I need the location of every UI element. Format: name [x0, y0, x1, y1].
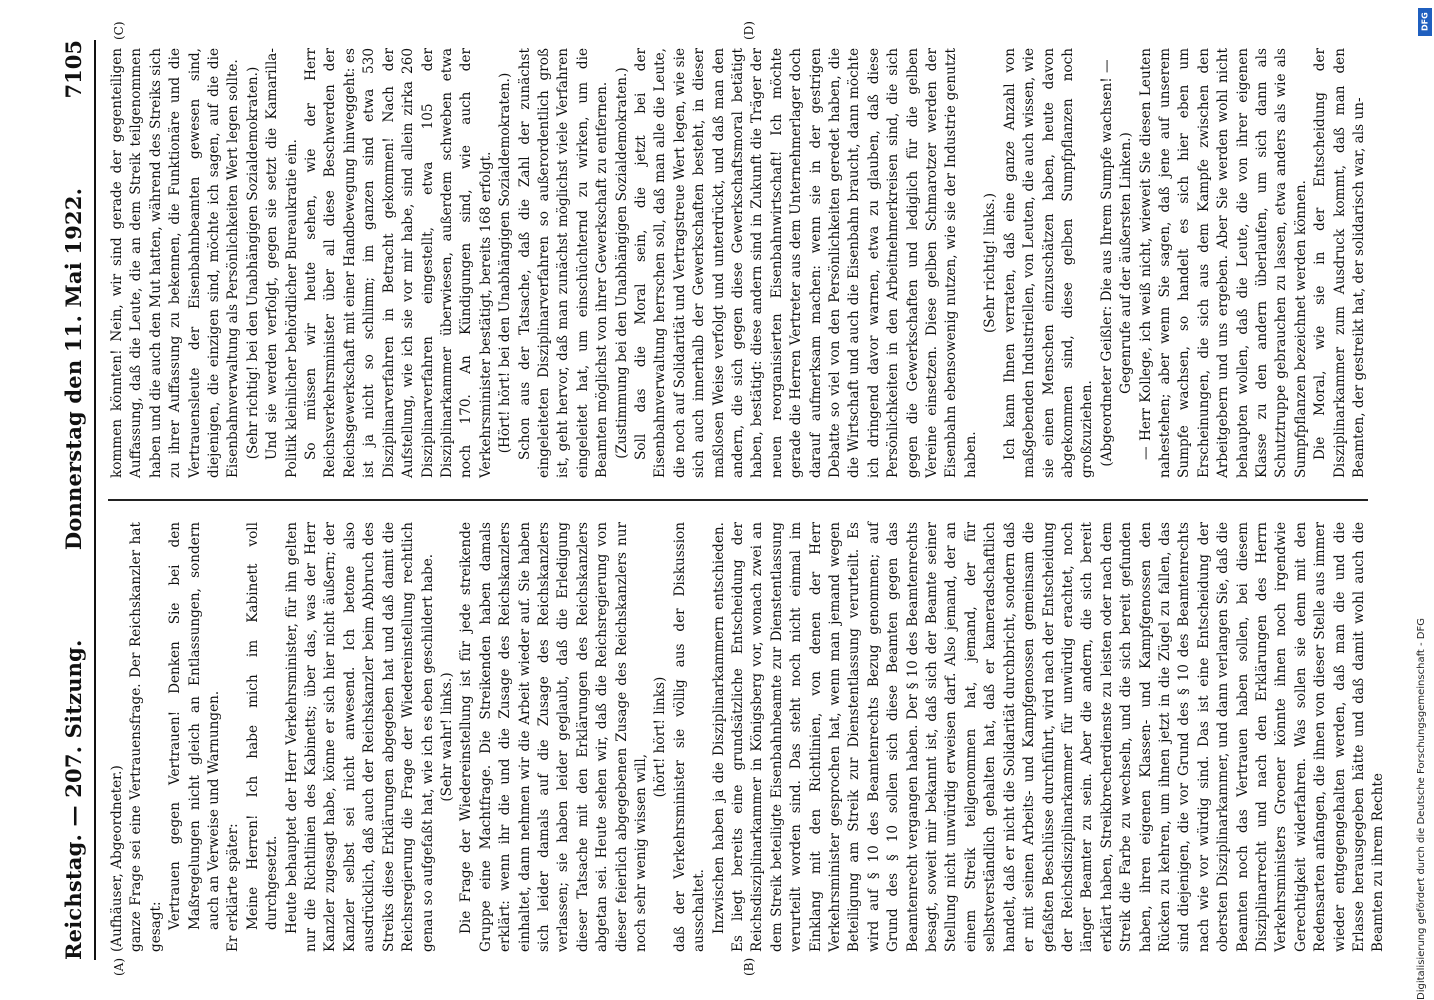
margin-marker-c: (C) — [112, 21, 126, 40]
interjection: (Hört! hört! bei den Unabhängigen Sozialdemokraten.) — [497, 72, 514, 454]
interjection: (Zustimmung bei den Unabhängigen Sozialdemokraten.) — [613, 67, 630, 459]
paragraph: Ich kann Ihnen verraten, daß eine ganze Anzahl von maßgebenden Industriellen, von Leuten, die auch wissen, wie sie einen Menschen einzuschätzen haben, heute davon abgekommen sind, diese gelben Sumpfpflanzen noch großzuziehen. — [1001, 48, 1096, 478]
paragraph: Und sie werden verfolgt, gegen sie setzt die Kamarilla-Politik kleinlicher behördlicher Bureaukratie ein. — [264, 48, 300, 478]
paragraph: So müssen wir heute sehen, wie der Herr Reichsverkehrsminister über all diese Beschwerden der Reichsgewerkschaft mit einer Handbewegung hinweggeht: es ist ja nicht so schlimm; im ganzen sind etwa 530 Disziplinarverfahren in Betracht gekommen! Nach der Aufstellung, wie ich sie vor mir habe, sind allein zirka 260 Disziplinarverfahren eingestellt, etwa 105 der Disziplinarkammer überwiesen, außerdem schweben etwa noch 170. An Kündigungen sind, wie auch der Verkehrsminister bestätigt, bereits 168 erfolgt. — [303, 48, 494, 478]
speaker-tag: (Aufhäuser, Abgeordneter.) — [109, 765, 125, 952]
page-number: 7105 — [61, 40, 86, 99]
page-header — [42, 40, 86, 960]
margin-marker-d: (D) — [742, 21, 756, 40]
header-rule — [94, 40, 96, 960]
left-column — [108, 522, 1387, 952]
paragraph: Die Frage der Wiedereinstellung ist für jede streikende Gruppe eine Machtfrage. Die Streikenden haben damals erklärt: wenn ihr die und die Zusage des Reichskanzlers einhaltet, dann nehmen wir die Arbeit wieder auf. Sie haben sich leider damals auf die Zusage des Reichskanzlers verlassen; sie haben leider geglaubt, daß die Erledigung dieser Tatsache mit den Erklärungen des Reichskanzlers abgetan sei. Heute sehen wir, daß die Reichsregierung von dieser feierlich abgegebenen Zusage des Reichskanzlers nur noch sehr wenig wissen will, — [458, 522, 649, 952]
paragraph: Heute behauptet der Herr Verkehrsminister, für ihn gelten nur die Richtlinien des Kabinetts; über das, was der Herr Kanzler zugesagt habe, könne er sich hier nicht äußern; der Kanzler selbst sei nicht anwesend. Ich betone also ausdrücklich, daß auch der Reichskanzler beim Abbruch des Streiks diese Erklärungen abgegeben hat und daß damit die Reichsregierung die Frage der Wiedereinstellung rechtlich genau so aufgefaßt hat, wie ich es eben geschildert habe. — [283, 522, 436, 952]
interjection: (Sehr richtig! bei den Unabhängigen Sozialdemokraten.) — [244, 66, 261, 460]
paragraph: daß der Verkehrsminister sie völlig aus der Diskussion ausschaltet. — [671, 522, 708, 952]
paragraph: Die Moral, wie sie in der Entscheidung der Disziplinarkammer zum Ausdruck kommt, daß man den Beamten, der gestreikt hat, der solidarisch war, als un- — [1312, 48, 1367, 478]
header-date: Donnerstag den 11. Mai 1922. — [61, 187, 86, 551]
header-session: Reichstag. — 207. Sitzung. — [61, 639, 86, 960]
interjection: (Abgeordneter Geißler: Die aus Ihrem Sumpfe wachsen! — Gegenrufe auf der äußersten Linken.) — [1098, 59, 1135, 467]
interjection: (Sehr richtig! links.) — [982, 192, 999, 334]
interjection: (Sehr wahr! links.) — [438, 672, 455, 802]
digitization-note: Digitalisierung gefördert durch die Deutsche Forschungsgemeinschaft - DFG — [1416, 617, 1427, 1000]
column-divider — [108, 500, 1368, 502]
paragraph: Er erklärte später: — [225, 823, 242, 952]
margin-marker-a: (A) — [112, 957, 126, 976]
paragraph: — Herr Kollege, ich weiß nicht, wieweit Sie diesen Leuten nahestehen; aber wenn Sie sagen, daß jene auf unserem Sumpfe wachsen, so handelt es sich hier eben um Erscheinungen, die sich aus dem Kampfe zwischen den Arbeitgebern und uns ergeben. Aber Sie werden wohl nicht behaupten wollen, daß die Leute, die von ihrer eigenen Klasse zu den andern überlaufen, um sich dann als Schutztruppe gebrauchen zu lassen, etwa anders als wie als Sumpfpflanzen bezeichnet werden können. — [1137, 48, 1309, 478]
rotated-newspaper-page — [42, 20, 1392, 980]
paragraph: Inzwischen haben ja die Disziplinarkammern entschieden. Es liegt bereits eine grundsätzliche Entscheidung der Reichsdisziplinarkammer in Königsberg vor, wonach zwei an dem Streik beteiligte Eisenbahnbeamte zur Dienstentlassung verurteilt worden sind. Das steht noch nicht einmal im Einklang mit den Richtlinien, von denen der Herr Verkehrsminister gesprochen hat, wenn man jemand wegen Beteiligung am Streik zur Dienstentlassung verurteilt. Es wird auf § 10 des Beamtenrechts Bezug genommen; auf Grund des § 10 sollen sich diese Beamten gegen das Beamtenrecht vergangen haben. Der § 10 des Beamtenrechts besagt, soweit mir bekannt ist, daß sich der Beamte seiner Stellung nicht unwürdig erweisen darf. Also jemand, der an einem Streik teilgenommen hat, jemand, der für selbstverständlich gehalten hat, daß er kameradschaftlich handelt, daß er nicht die Solidarität durchbricht, sondern daß er mit seinen Arbeits- und Kampfgenossen gemeinsam die gefaßten Beschlüsse durchführt, wird nach der Entscheidung der Reichsdisziplinarkammer für unwürdig erachtet, noch länger Beamter zu sein. Aber die andern, die sich bereit erklärt haben, Streikbrecherdienste zu leisten oder nach dem Streik die Farbe zu wechseln, und die sich bereit gefunden haben, ihren eigenen Klassen- und Kampfgenossen den Rücken zu kehren, um ihnen jetzt in die Zügel zu fallen, das sind diejenigen, die vor Grund des § 10 des Beamtenrechts nach wie vor würdig sind. Das ist eine Entscheidung der obersten Disziplinarkammer, und dann verlangen Sie, daß die Beamten noch das Vertrauen haben sollen, bei diesem Disziplinarrecht und nach den Erklärungen des Herrn Verkehrsministers Groener könnte ihnen noch irgendwie Gerechtigkeit widerfahren. Was sollen sie denn mit den Redensarten anfangen, die ihnen von dieser Stelle aus immer wieder entgegengehalten werden, daß man die und die Erlasse herausgegeben hätte und daß damit wohl auch die Beamten zu ihrem Rechte — [710, 522, 1387, 952]
paragraph: Soll das die Moral sein, die jetzt bei der Eisenbahnverwaltung herrschen soll, daß man alle die Leute, die noch auf Solidarität und Vertragstreue Wert legen, wie sie sich auch innerhalb der Gewerkschaften besteht, in dieser maßlosen Weise verfolgt und unterdrückt, und daß man den andern, die sich gegen diese Gewerkschaftsmoral betätigt haben, bestätigt: diese andern sind in Zukunft die Träger der neuen reorganisierten Eisenbahnwirtschaft! Ich möchte gerade die Herren Vertreter aus dem Unternehmerlager doch darauf aufmerksam machen: wenn sie in der gestrigen Debatte so viel von den Persönlichkeiten geredet haben, die die Wirtschaft und auch die Eisenbahn braucht, dann möchte ich dringend davor warnen, etwa zu glauben, daß diese Persönlichkeiten in den Arbeitnehmerkreisen sind, die sich gegen die Gewerkschaften und lediglich für die gelben Vereine einsetzen. Diese gelben Schmarotzer werden der Eisenbahn ebensowenig nutzen, wie sie der Industrie genutzt haben. — [632, 48, 979, 478]
digitization-strip — [1414, 0, 1434, 1000]
dfg-logo: DFG — [1418, 8, 1432, 36]
paragraph: kommen könnten! Nein, wir sind gerade der gegenteiligen Auffassung, daß die Leute, die an dem Streik teilgenommen haben und die auch den Mut hatten, während des Streiks sich zu ihrer Auffassung zu bekennen, die Funktionäre und die Vertrauensleute der Eisenbahnbeamten gewesen sind, diejenigen, die einzigen sind, möchte ich sagen, auf die die Eisenbahnverwaltung als Persönlichkeiten Wert legen sollte. — [109, 48, 242, 478]
paragraph: Schon aus der Tatsache, daß die Zahl der zunächst eingeleiteten Disziplinarverfahren so außerordentlich groß ist, geht hervor, daß man zunächst möglichst viele Verfahren eingeleitet hat, um einschüchternd zu wirken, um die Beamten möglichst von ihrer Gewerkschaft zu entfernen. — [516, 48, 611, 478]
right-column — [108, 48, 1378, 478]
paragraph: ganze Frage sei eine Vertrauensfrage. Der Reichskanzler hat gesagt: — [128, 522, 164, 952]
margin-marker-b: (B) — [742, 957, 756, 976]
interjection: (hört! hört! links) — [652, 676, 669, 798]
quotation: Meine Herren! Ich habe mich im Kabinett voll durchgesetzt. — [244, 522, 281, 930]
quotation: Vertrauen gegen Vertrauen! Denken Sie bei den Maßregelungen nicht gleich an Entlassungen, sondern auch an Verweise und Warnungen. — [167, 522, 223, 930]
